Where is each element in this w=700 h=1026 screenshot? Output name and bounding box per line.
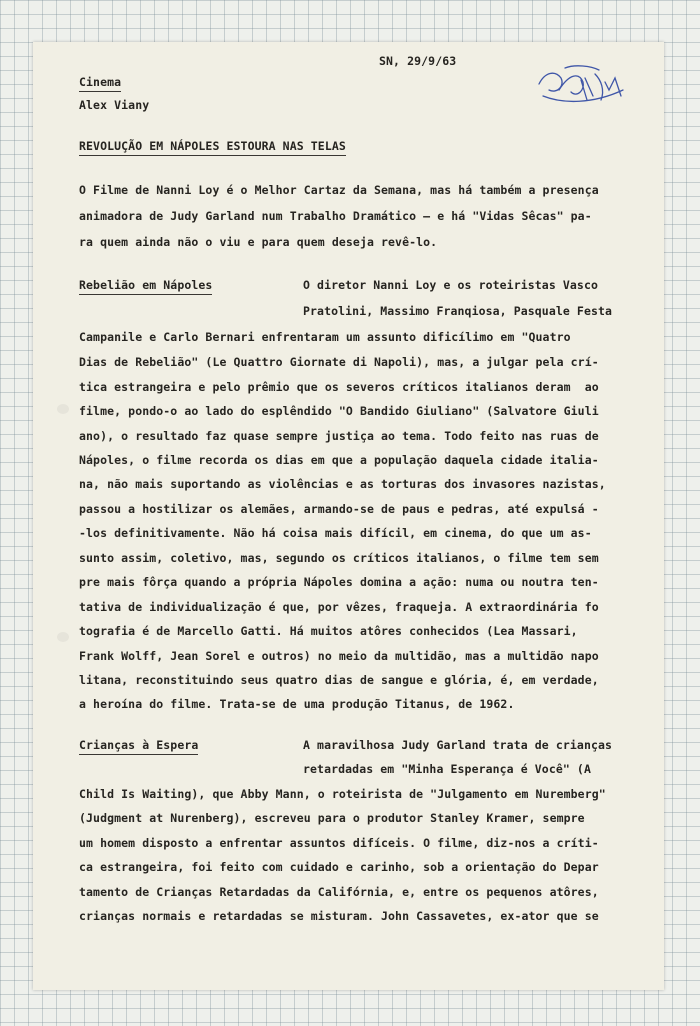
section1-body-line: -los definitivamente. Não há coisa mais difícil, em cinema, do que um as-: [79, 526, 592, 540]
section1-body-line: Dias de Rebelião" (Le Quattro Giornate di Napoli), mas, a julgar pela crí-: [79, 355, 599, 369]
paper-hole-mark: [57, 632, 69, 642]
section1-body-line: filme, pondo-o ao lado do esplêndido "O Bandido Giuliano" (Salvatore Giuli: [79, 404, 599, 418]
section2-body-line: ca estrangeira, foi feito com cuidado e carinho, sob a orientação do Depar: [79, 860, 599, 874]
article-title: REVOLUÇÃO EM NÁPOLES ESTOURA NAS TELAS: [79, 139, 346, 156]
section2-lead-line: A maravilhosa Judy Garland trata de crianças: [303, 738, 613, 752]
section1-body-line: passou a hostilizar os alemães, armando-se de paus e pedras, até expulsá -: [79, 502, 599, 516]
section1-body-line: a heroína do filme. Trata-se de uma produção Titanus, de 1962.: [79, 697, 515, 711]
section1-body-line: tativa de individualização é que, por vêzes, fraqueja. A extraordinária fo: [79, 600, 599, 614]
section1-body-line: Nápoles, o filme recorda os dias em que a população daquela cidade italia-: [79, 453, 599, 467]
section1-body-line: ano), o resultado faz quase sempre justiça ao tema. Todo feito nas ruas de: [79, 429, 599, 443]
section2-body-line: tamento de Crianças Retardadas da Califórnia, e, entre os pequenos atôres,: [79, 885, 599, 899]
header-date: SN, 29/9/63: [379, 54, 457, 68]
blue-ink-stamp-mark: [535, 60, 627, 108]
section1-body-line: sunto assim, coletivo, mas, segundo os críticos italianos, o filme tem sem: [79, 551, 599, 565]
section1-body-line: Frank Wolff, Jean Sorel e outros) no meio da multidão, mas a multidão napo: [79, 649, 599, 663]
section1-body-line: na, não mais suportando as violências e as torturas dos invasores nazistas,: [79, 477, 606, 491]
intro-line: ra quem ainda não o viu e para quem deseja revê-lo.: [79, 235, 438, 249]
section2-body-line: Child Is Waiting), que Abby Mann, o roteirista de "Julgamento em Nuremberg": [79, 787, 606, 801]
author-name: Alex Viany: [79, 98, 150, 112]
section1-heading: Rebelião em Nápoles: [79, 278, 212, 295]
section2-body-line: crianças normais e retardadas se misturam. John Cassavetes, ex-ator que se: [79, 909, 599, 923]
intro-line: O Filme de Nanni Loy é o Melhor Cartaz da Semana, mas há também a presença: [79, 183, 599, 197]
section1-body-line: pre mais fôrça quando a própria Nápoles domina a ação: numa ou noutra ten-: [79, 575, 599, 589]
section1-body-line: litana, reconstituindo seus quatro dias de sangue e glória, é, em verdade,: [79, 673, 599, 687]
section1-body-line: tografia é de Marcello Gatti. Há muitos atôres conhecidos (Lea Massari,: [79, 624, 578, 638]
typewritten-page: [33, 42, 664, 990]
section2-lead-line: retardadas em "Minha Esperança é Você" (A: [303, 762, 591, 776]
section-label: Cinema: [79, 75, 121, 92]
section2-body-line: (Judgment at Nurenberg), escreveu para o produtor Stanley Kramer, sempre: [79, 811, 585, 825]
section1-lead-line: O diretor Nanni Loy e os roteiristas Vasco: [303, 278, 598, 292]
section2-body-line: um homem disposto a enfrentar assuntos difíceis. O filme, diz-nos a críti-: [79, 836, 599, 850]
paper-hole-mark: [57, 404, 69, 414]
section2-heading: Crianças à Espera: [79, 738, 198, 755]
section1-lead-line: Pratolini, Massimo Franqiosa, Pasquale Festa: [303, 304, 613, 318]
section1-body-line: Campanile e Carlo Bernari enfrentaram um assunto dificílimo em "Quatro: [79, 330, 571, 344]
section1-body-line: tica estrangeira e pelo prêmio que os severos críticos italianos deram ao: [79, 380, 599, 394]
intro-line: animadora de Judy Garland num Trabalho Dramático — e há "Vidas Sêcas" pa-: [79, 209, 592, 223]
